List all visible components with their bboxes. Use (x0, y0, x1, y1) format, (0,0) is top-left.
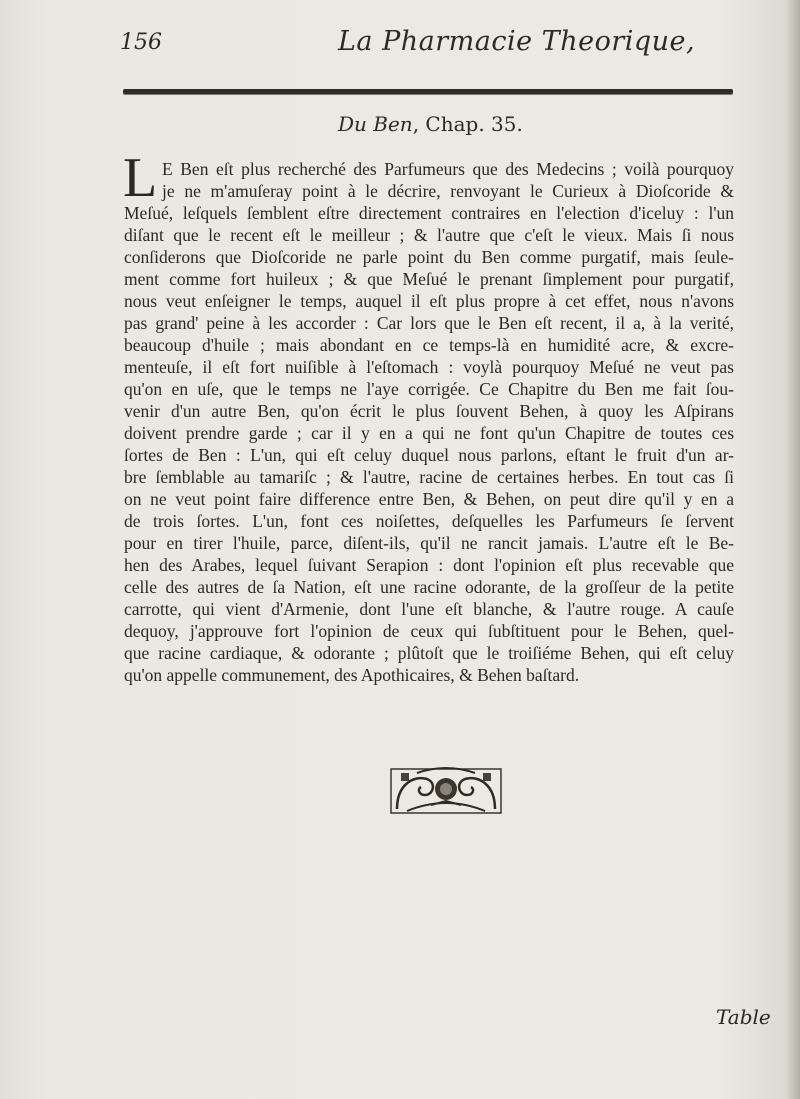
text-line: dequoy, j'approuve fort l'opinion de ceux qui ſubſtituent pour le Behen, quel- (124, 621, 734, 641)
text-line: ment comme fort huileux ; & que Meſué le prenant ſimplement pour purgatif, (124, 269, 734, 289)
header-rule (123, 89, 733, 94)
text-line: celle des autres de ſa Nation, eſt une racine odorante, de la groſſeur de la petite (124, 577, 734, 597)
text-line: pas grand' peine à les accorder : Car lors que le Ben eſt recent, il a, à la verité, (124, 313, 734, 333)
text-line: pour en tirer l'huile, parce, diſent-ils, qu'il ne rancit jamais. L'autre eſt le Be- (124, 533, 734, 553)
text-line: nous veut enſeigner le temps, auquel il eſt plus propre à cet effet, nous n'avons (124, 291, 734, 311)
drop-cap: L (123, 147, 158, 209)
text-line: menteuſe, il eſt fort nuiſible à l'eſtomach : voylà pourquoy Meſué ne veut pas (124, 357, 734, 377)
text-line: bre ſemblable au tamariſc ; & l'autre, racine de certaines herbes. En tout cas ſi (124, 467, 734, 487)
page-header (120, 24, 720, 64)
text-line: on ne veut point faire difference entre Ben, & Behen, on peut dire qu'il y en a (124, 489, 734, 509)
text-line: hen des Arabes, lequel ſuivant Serapion : dont l'opinion eſt plus recevable que (124, 555, 734, 575)
text-line: ſortes de Ben : L'un, qui eſt celuy duquel nous parlons, eſtant le fruit d'un ar- (124, 445, 734, 465)
text-line: je ne m'amuſeray point à le décrire, renvoyant le Curieux à Dioſcoride & (162, 181, 734, 201)
text-line: diſant que le recent eſt le meilleur ; & l'autre que c'eſt le vieux. Mais ſi nous (124, 225, 734, 245)
text-line: venir d'un autre Ben, qu'on écrit le plus ſouvent Behen, à quoy les Aſpirans (124, 401, 734, 421)
page-edge-shadow (786, 0, 800, 1099)
section-heading-chapter: , Chap. 35. (412, 112, 523, 136)
text-line: beaucoup d'huile ; mais abondant en ce temps-là en humidité acre, & excre- (124, 335, 734, 355)
text-line: qu'on appelle communement, des Apothicaires, & Behen baſtard. (124, 665, 580, 685)
section-heading-title: Du Ben (338, 112, 413, 136)
text-line: conſiderons que Dioſcoride ne parle point du Ben comme purgatif, mais ſeule- (124, 247, 734, 267)
fleuron-ornament-icon (387, 765, 505, 817)
page-number: 156 (120, 30, 162, 55)
text-line: qu'on en uſe, que le temps ne l'aye corrigée. Ce Chapitre du Ben me fait ſou- (124, 379, 734, 399)
text-line: carrotte, qui vient d'Armenie, dont l'une eſt blanche, & l'autre rouge. A cauſe (124, 599, 734, 619)
catchword: Table (716, 1005, 771, 1029)
text-line: doivent prendre garde ; car il y en a qui ne font qu'un Chapitre de toutes ces (124, 423, 734, 443)
text-line: Meſué, leſquels ſemblent eſtre directement contraires en l'election d'iceluy : l'un (124, 203, 734, 223)
text-line: de trois ſortes. L'un, font ces noiſettes, deſquelles les Parfumeurs ſe ſervent (124, 511, 734, 531)
running-title: La Pharmacie Theorique, (338, 26, 696, 57)
text-line: que racine cardiaque, & odorante ; plûtoſt que le troiſiéme Behen, qui eſt celuy (124, 643, 734, 663)
text-line: E Ben eſt plus recherché des Parfumeurs que des Medecins ; voilà pourquoy (162, 159, 734, 179)
section-heading (338, 112, 578, 136)
